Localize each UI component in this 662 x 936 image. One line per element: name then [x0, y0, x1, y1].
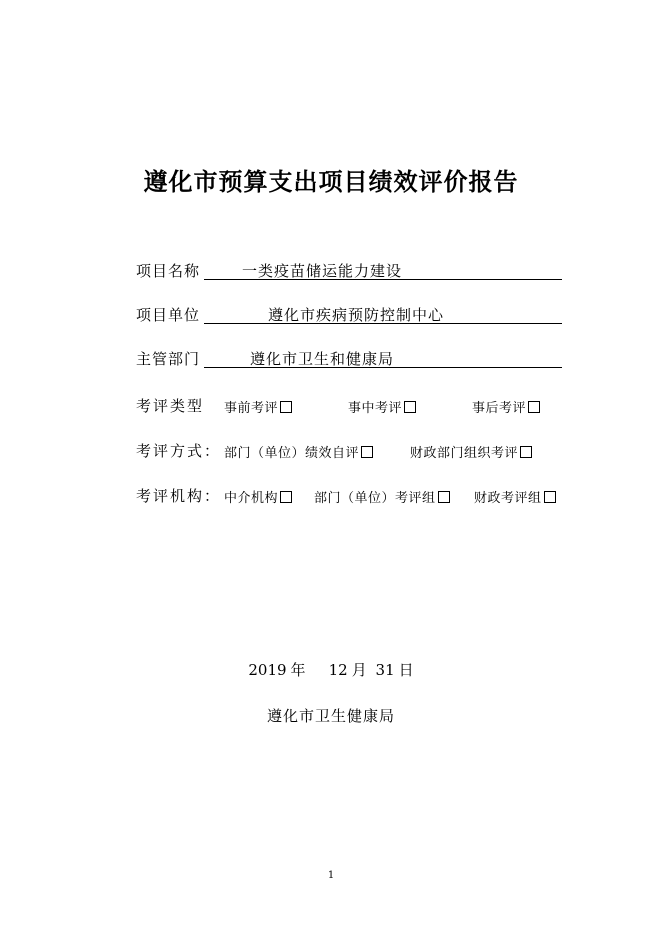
report-title: 遵化市预算支出项目绩效评价报告 [143, 167, 519, 196]
checkbox-icon[interactable] [520, 446, 532, 458]
project-name-label: 项目名称 [136, 262, 201, 280]
checkbox-icon[interactable] [528, 401, 540, 413]
eval-method-label: 考评方式： [136, 442, 222, 460]
eval-org-option-dept[interactable]: 部门（单位）考评组 [314, 487, 450, 506]
eval-org-option-finance[interactable]: 财政考评组 [474, 487, 556, 506]
eval-type-option-pre[interactable]: 事前考评 [224, 397, 292, 416]
date-year: 2019 [248, 661, 287, 679]
date-month: 12 [328, 661, 348, 679]
project-name-value: 一类疫苗储运能力建设 [242, 262, 403, 280]
date-day-unit: 日 [398, 661, 414, 679]
eval-method-option-finance[interactable]: 财政部门组织考评 [410, 442, 532, 461]
checkbox-icon[interactable] [404, 401, 416, 413]
date-month-unit: 月 [351, 661, 367, 679]
eval-type-label: 考评类型 [136, 397, 205, 415]
supervisor-value: 遵化市卫生和健康局 [250, 350, 395, 368]
eval-type-option-mid[interactable]: 事中考评 [348, 397, 416, 416]
report-date [0, 659, 662, 680]
eval-type-option-post[interactable]: 事后考评 [472, 397, 540, 416]
page-number: 1 [327, 870, 335, 881]
project-unit-value: 遵化市疾病预防控制中心 [268, 306, 445, 324]
checkbox-icon[interactable] [361, 446, 373, 458]
date-day: 31 [375, 661, 395, 679]
eval-org-option-agency[interactable]: 中介机构 [224, 487, 292, 506]
eval-org-label: 考评机构： [136, 487, 222, 505]
issuing-organization: 遵化市卫生健康局 [266, 707, 395, 725]
checkbox-icon[interactable] [544, 491, 556, 503]
checkbox-icon[interactable] [280, 401, 292, 413]
supervisor-label: 主管部门 [136, 350, 201, 368]
date-year-unit: 年 [290, 661, 306, 679]
checkbox-icon[interactable] [280, 491, 292, 503]
project-unit-label: 项目单位 [136, 306, 201, 324]
eval-method-option-self[interactable]: 部门（单位）绩效自评 [224, 442, 373, 461]
checkbox-icon[interactable] [438, 491, 450, 503]
